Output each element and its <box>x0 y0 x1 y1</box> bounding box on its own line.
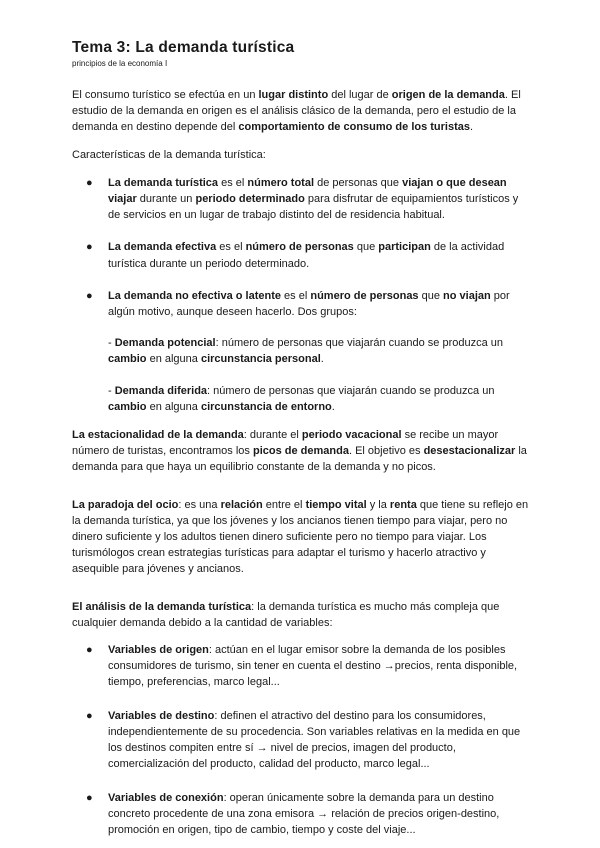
paradoja-paragraph: La paradoja del ocio: es una relación entre el tiempo vital y la renta que tiene su reflejo en la demanda turística, ya que los jóvenes y los ancianos tienen tiempo para viajar, pero no dinero suficiente y los adultos tienen dinero suficiente pero no tiempo para viajar. Los turismólogos crean estrategias turísticas para adaptar el turismo y hacerlo atractivo y asequible para jóvenes y ancianos. <box>72 498 529 576</box>
page-subtitle: principios de la economía I <box>72 59 168 68</box>
list-item: ● La demanda efectiva es el número de personas que participan de la actividad turística durante un periodo determinado. <box>86 241 505 270</box>
document-page <box>72 38 532 838</box>
list-item: ● Variables de origen: actúan en el lugar emisor sobre la demanda de los posibles consumidores de turismo, sin tener en cuenta el destino →precios, renta disponible, tiempo, preferencias, marco legal... <box>86 644 518 689</box>
list-item: ● La demanda no efectiva o latente es el número de personas que no viajan por algún motivo, aunque deseen hacerlo. Dos grupos: <box>86 289 510 319</box>
bullet-icon: ● <box>86 709 93 722</box>
bullet-icon: ● <box>86 241 93 254</box>
caracteristicas-list <box>72 175 532 320</box>
bullet-icon: ● <box>86 176 93 189</box>
list-item: ● Variables de destino: definen el atractivo del destino para los consumidores, independientemente de su procedencia. Son variables relativas en la medida en que los destinos compiten entre sí → nivel de precios, imagen del producto, comercialización del producto, calidad del producto, marco legal... <box>86 709 521 771</box>
demanda-potencial-paragraph: - Demanda potencial: número de personas que viajarán cuando se produzca un cambio en alguna circunstancia personal. <box>108 337 504 366</box>
variables-list <box>72 642 532 838</box>
page-title: Tema 3: La demanda turística <box>72 39 295 56</box>
bullet-icon: ● <box>86 644 93 657</box>
demanda-diferida-paragraph: - Demanda diferida: número de personas que viajarán cuando se produzca un cambio en alguna circunstancia de entorno. <box>108 384 495 413</box>
caracteristicas-label: Características de la demanda turística: <box>72 148 266 161</box>
bullet-icon: ● <box>86 791 93 804</box>
intro-paragraph: El consumo turístico se efectúa en un lugar distinto del lugar de origen de la demanda. El estudio de la demanda en origen es el análisis clásico de la demanda, pero el estudio de la demanda en destino depende del comportamiento de consumo de los turistas. <box>72 89 521 134</box>
estacionalidad-paragraph: La estacionalidad de la demanda: durante el periodo vacacional se recibe un mayor número de turistas, encontramos los picos de demanda. El objetivo es desestacionalizar la demanda para que haya un equilibrio constante de la demanda y no picos. <box>72 429 527 474</box>
list-item: ● La demanda turística es el número total de personas que viajan o que desean viajar durante un periodo determinado para disfrutar de equipamientos turísticos y de servicios en un lugar de trabajo distinto del de residencia habitual. <box>86 176 519 222</box>
bullet-icon: ● <box>86 289 93 302</box>
list-item: ● Variables de conexión: operan únicamente sobre la demanda para un destino concreto procedente de una zona emisora → relación de precios origen-destino, promoción en origen, tipo de cambio, tiempo y coste del viaje... <box>86 791 500 836</box>
analisis-paragraph: El análisis de la demanda turística: la demanda turística es mucho más compleja que cualquier demanda debido a la cantidad de variables: <box>72 600 500 629</box>
